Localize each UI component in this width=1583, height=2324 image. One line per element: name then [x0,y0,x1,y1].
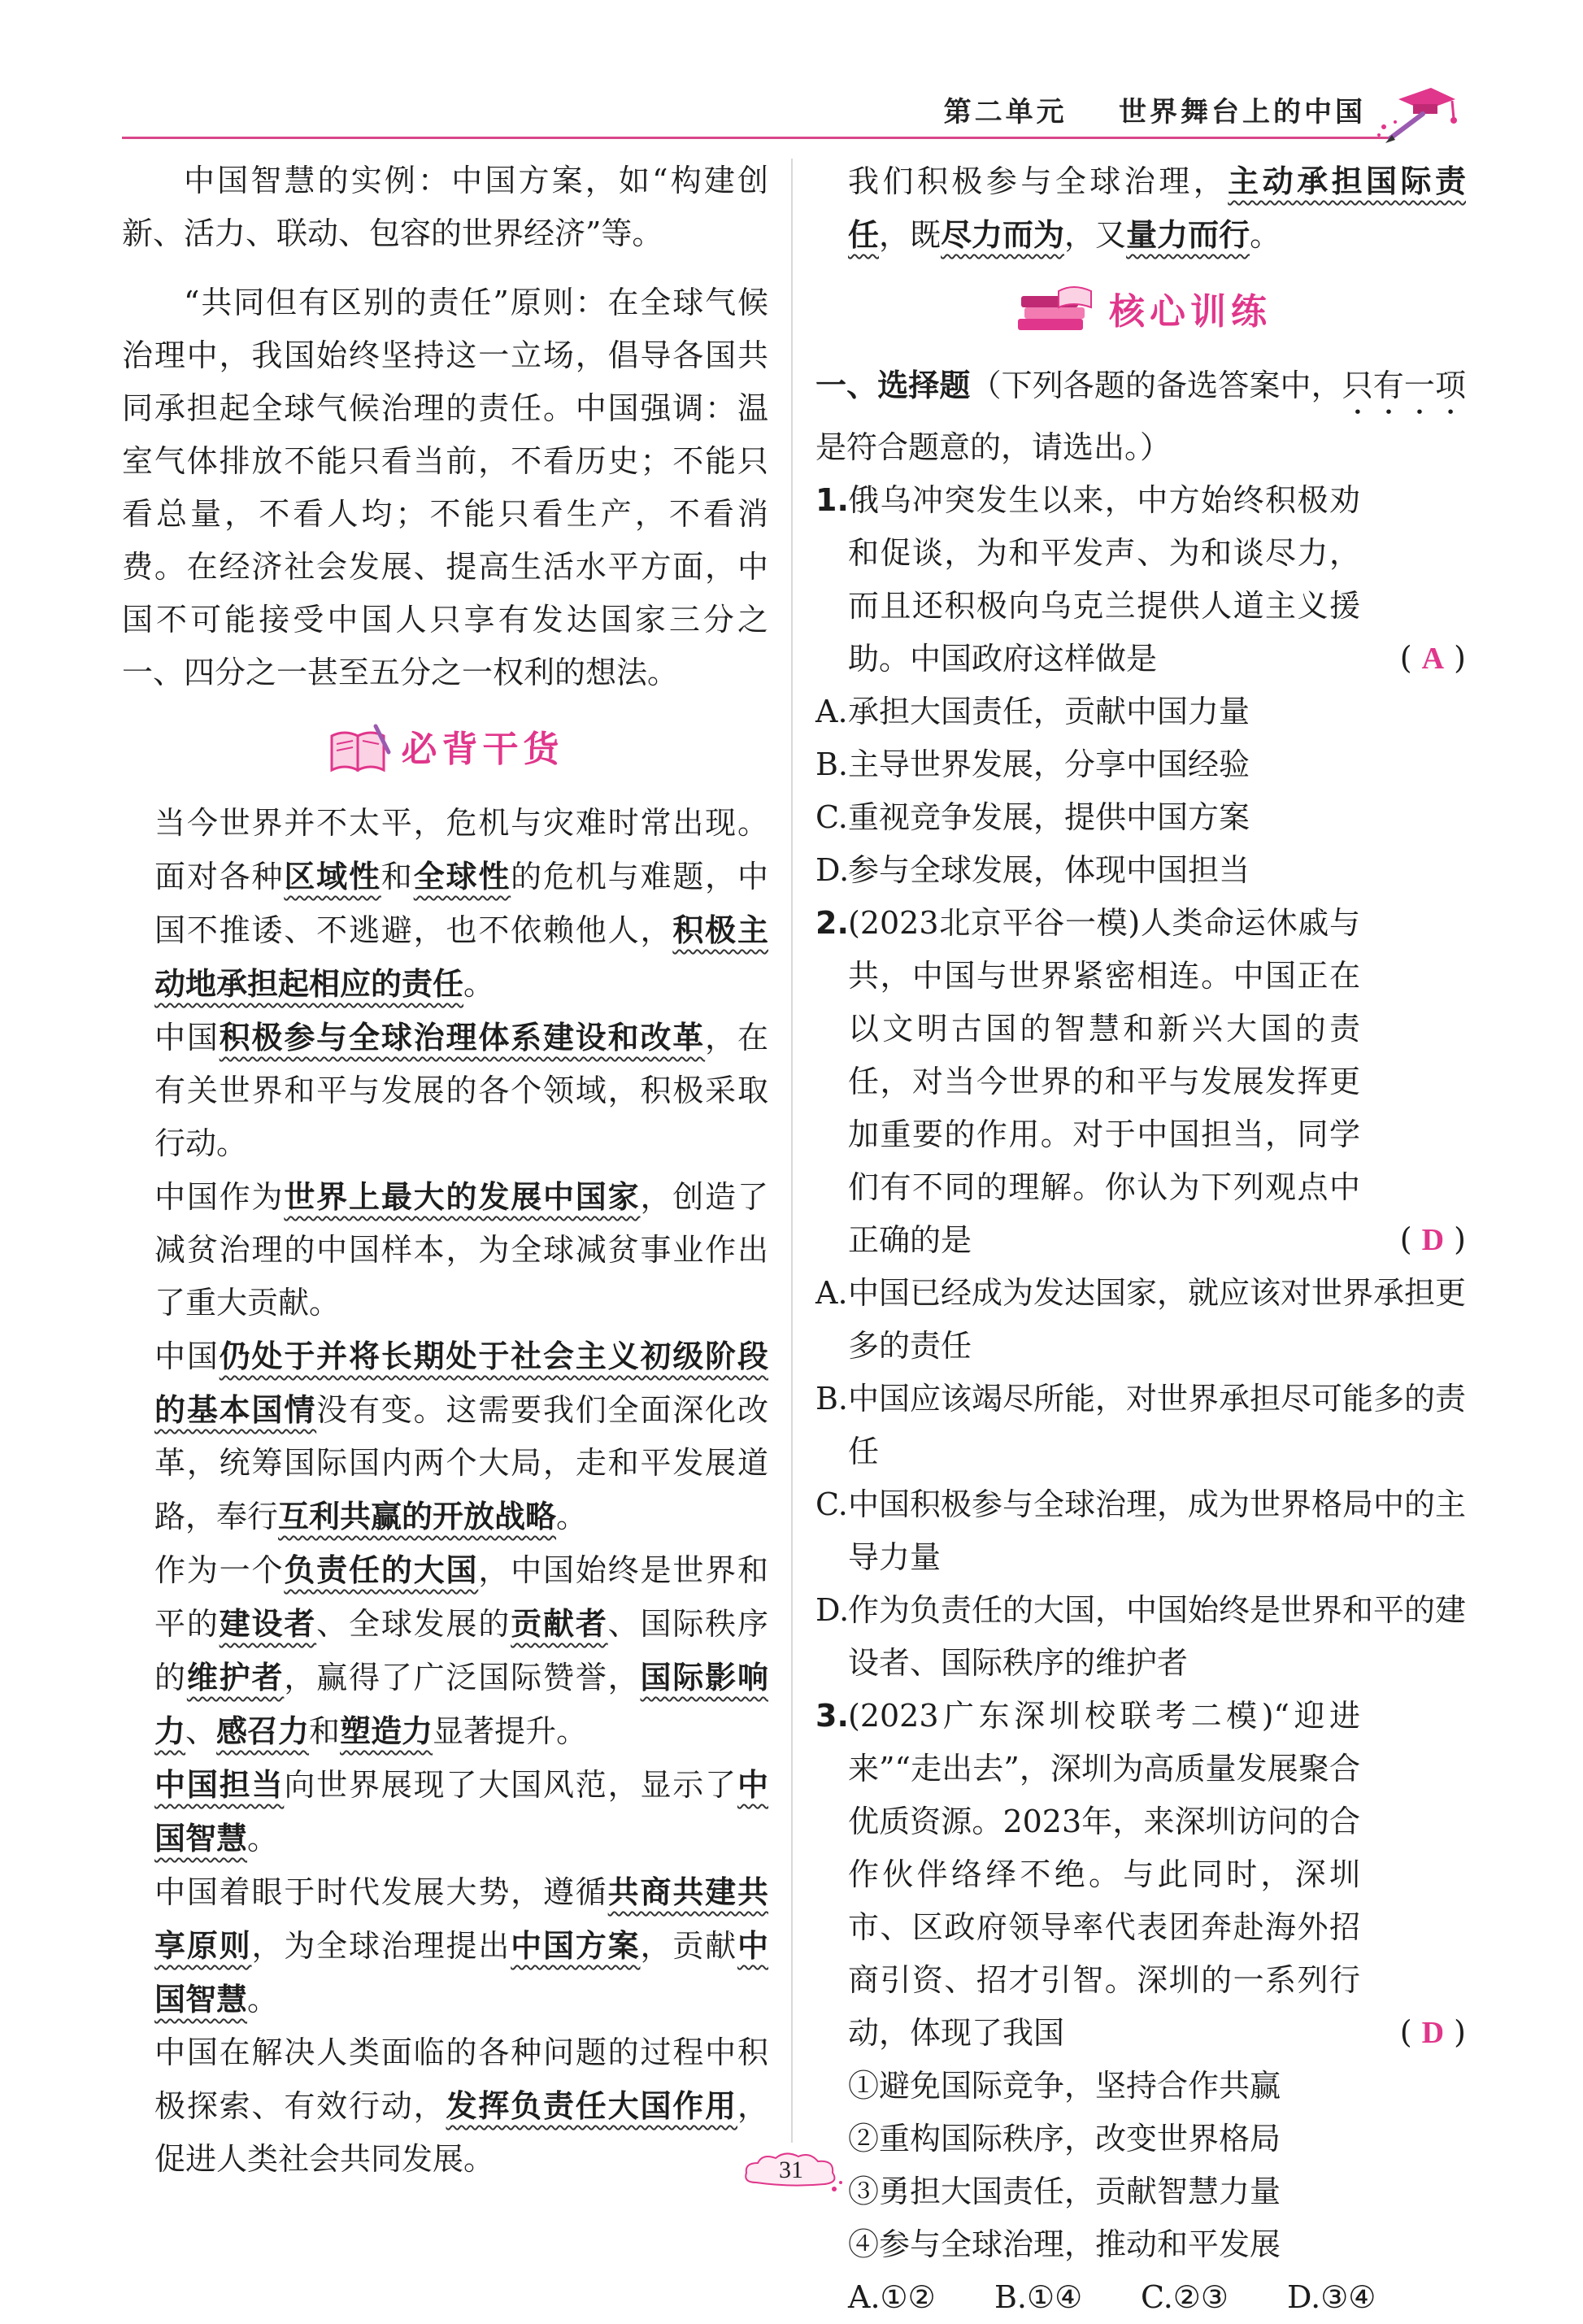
question-stem: (2023北京平谷一模)人类命运休戚与共，中国与世界紧密相连。中国正在以文明古国的智慧和新兴大国的责任，对当今世界的和平与发展发挥更加重要的作用。对于中国担当，同学们有不同的理解。你认为下列观点中正确的是 [848,905,1360,1258]
answer-choices-row [815,2271,1466,2324]
key-point-8: 中国在解决人类面临的各种问题的过程中积极探索、有效行动，发挥负责任大国作用，促进人类社会共同发展。 [154,2035,768,2177]
header-rule [122,137,1390,139]
statement-4: ④参与全球治理，推动和平发展 [848,2226,1281,2262]
key-point-6: 中国担当向世界展现了大国风范，显示了中国智慧。 [154,1766,768,1856]
page-number-badge [738,2147,844,2196]
section-title: 核心训练 [1109,290,1272,333]
option-b: B. 中国应该竭尽所能，对世界承担尽可能多的责任 [815,1381,1467,1469]
option-c: C. 重视竞争发展，提供中国方案 [815,799,1250,835]
question-1 [815,474,1466,685]
graduation-cap-pencil-icon [1374,81,1463,146]
key-point-3: 中国作为世界上最大的发展中国家，创造了减贫治理的中国样本，为全球减贫事业作出了重大贡献。 [154,1178,768,1321]
key-point-5: 作为一个负责任的大国，中国始终是世界和平的建设者、全球发展的贡献者、国际秩序的维护者，赢得了广泛国际赞誉，国际影响力、感召力和塑造力显著提升。 [154,1552,768,1749]
choice-d: D.③④ [1287,2279,1376,2315]
statement-2: ②重构国际秩序，改变世界格局 [848,2121,1281,2156]
page-number: 31 [779,2156,803,2183]
option-c: C. 中国积极参与全球治理，成为世界格局中的主导力量 [815,1486,1467,1575]
right-column [815,154,1466,2324]
question-stem: (2023广东深圳校联考二模)“迎进来”“走出去”，深圳为高质量发展聚合优质资源。2023年，来深圳访问的合作伙伴络绎不绝。与此同时，深圳市、区政府领导率代表团奔赴海外招商引资、招才引智。深圳的一系列行动，体现了我国 [848,1698,1360,2051]
answer-slot: ( A ) [1399,640,1466,676]
question-number: 2. [815,905,849,941]
section-heading-core-training [815,267,1466,356]
choice-b: B.①④ [994,2279,1083,2315]
statement-1: ①避免国际竞争，坚持合作共赢 [848,2068,1281,2104]
choice-a: A.①② [848,2279,936,2315]
header-unit: 第二单元 [943,96,1068,128]
question-stem: 俄乌冲突发生以来，中方始终积极劝和促谈，为和平发声、为和谈尽力，而且还积极向乌克兰提供人道主义援助。中国政府这样做是 [848,482,1360,677]
key-point-9: 我们积极参与全球治理，主动承担国际责任，既尽力而为，又量力而行。 [848,163,1466,253]
key-point-2: 中国积极参与全球治理体系建设和改革，在有关世界和平与发展的各个领域，积极采取行动。 [154,1019,768,1161]
header-title [944,89,1366,129]
choice-c: C.②③ [1141,2279,1229,2315]
option-b: B. 主导世界发展，分享中国经验 [815,746,1250,782]
answer-letter: D [1421,2016,1445,2050]
option-d: D. 参与全球发展，体现中国担当 [815,852,1250,888]
option-d: D. 作为负责任的大国，中国始终是世界和平的建设者、国际秩序的维护者 [815,1592,1467,1681]
statement-3: ③勇担大国责任，贡献智慧力量 [848,2174,1281,2209]
option-a: A. 中国已经成为发达国家，就应该对世界承担更多的责任 [815,1275,1467,1364]
paragraph-china-wisdom-example: 中国智慧的实例：中国方案，如“构建创新、活力、联动、包容的世界经济”等。 [122,163,768,251]
column-divider [791,159,793,2143]
books-stack-icon [1010,283,1099,340]
open-book-pencil-icon [327,723,392,775]
key-point-7: 中国着眼于时代发展大势，遵循共商共建共享原则，为全球治理提出中国方案，贡献中国智慧。 [154,1874,768,2017]
question-3 [815,1690,1466,2060]
answer-letter: D [1421,1223,1445,1257]
section-title: 必背干货 [401,728,564,770]
left-column [122,154,768,2186]
section-heading-must-memorize [122,704,768,794]
answer-slot: ( D ) [1399,2014,1466,2050]
question-number: 1. [815,482,849,518]
question-number: 3. [815,1698,849,1734]
key-point-4: 中国仍处于并将长期处于社会主义初级阶段的基本国情没有变。这需要我们全面深化改革，统筹国际国内两个大局，走和平发展道路，奉行互利共赢的开放战略。 [154,1338,768,1534]
question-instructions: 一、选择题（下列各题的备选答案中，只有一项是符合题意的，请选出。） [815,368,1466,465]
answer-letter: A [1421,642,1445,676]
answer-slot: ( D ) [1399,1221,1466,1257]
paragraph-common-responsibility: “共同但有区别的责任”原则：在全球气候治理中，我国始终坚持这一立场，倡导各国共同承担起全球气候治理的责任。中国强调：温室气体排放不能只看当前，不看历史；不能只看总量，不看人均；不能只看生产，不看消费。在经济社会发展、提高生活水平方面，中国不可能接受中国人只享有发达国家三分之一、四分之一甚至五分之一权利的想法。 [122,285,768,690]
question-2 [815,897,1466,1267]
running-header [122,81,1463,146]
key-point-1: 当今世界并不太平，危机与灾难时常出现。面对各种区域性和全球性的危机与难题，中国不推诿、不逃避，也不依赖他人，积极主动地承担起相应的责任。 [154,805,768,1002]
header-book-title: 世界舞台上的中国 [1119,96,1366,128]
option-a: A. 承担大国责任，贡献中国力量 [815,694,1250,729]
